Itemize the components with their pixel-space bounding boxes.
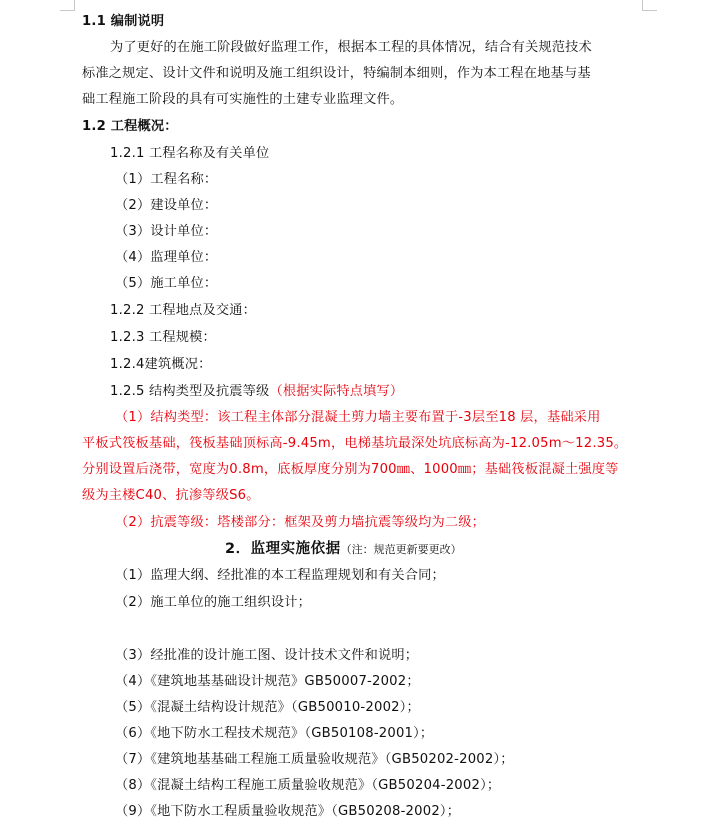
basis-item: （9）《地下防水工程质量验收规范》（GB50208-2002）； (115, 804, 461, 819)
section-heading-1-2: 1.2 工程概况： (82, 119, 178, 134)
basis-item: （8）《混凝土结构工程施工质量验收规范》（GB50204-2002）； (115, 778, 501, 793)
subsection-1-2-2: 1.2.2 工程地点及交通： (110, 303, 257, 318)
subsection-1-2-5 (110, 382, 403, 402)
section-2-note: （注：规范更新要更改） (340, 543, 462, 556)
basis-item: （5）《混凝土结构设计规范》（GB50010-2002）； (115, 700, 420, 715)
subsection-1-2-3: 1.2.3 工程规模： (110, 330, 216, 345)
list-item: （2）建设单位： (115, 198, 218, 213)
list-item: （1）工程名称： (115, 172, 218, 187)
seismic-grade-line: （2）抗震等级：塔楼部分：框架及剪力墙抗震等级均为二级； (115, 515, 486, 530)
subsection-1-2-1: 1.2.1 工程名称及有关单位 (110, 146, 270, 161)
section-heading-1-1: 1.1 编制说明 (82, 14, 165, 29)
paragraph-line: 为了更好的在施工阶段做好监理工作，根据本工程的具体情况，结合有关规范技术 (110, 40, 592, 55)
paragraph-line: 础工程施工阶段的具有可实施性的土建专业监理文件。 (82, 92, 404, 107)
structure-type-line: 平板式筏板基础，筏板基础顶标高-9.45m，电梯基坑最深处坑底标高为-12.05m～12.35。 (82, 436, 628, 451)
list-item: （3）设计单位： (115, 224, 218, 239)
structure-type-line: （1）结构类型：该工程主体部分混凝土剪力墙主要布置于-3层至18 层，基础采用 (115, 410, 601, 425)
subsection-1-2-5-title: 1.2.5 结构类型及抗震等级 (110, 384, 270, 399)
basis-item: （1）监理大纲、经批准的本工程监理规划和有关合同； (115, 568, 445, 583)
basis-item: （6）《地下防水工程技术规范》（GB50108-2001）； (115, 726, 434, 741)
list-item: （4）监理单位： (115, 250, 218, 265)
structure-type-line: 级为主楼C40、抗渗等级S6。 (82, 488, 260, 503)
list-item: （5）施工单位： (115, 276, 218, 291)
paragraph-line: 标准之规定、设计文件和说明及施工组织设计，特编制本细则，作为本工程在地基与基 (82, 66, 591, 81)
section-2-title: 2．监理实施依据 (225, 541, 341, 557)
basis-item: （2）施工单位的施工组织设计； (115, 595, 312, 610)
fill-in-note: （根据实际特点填写） (269, 384, 404, 399)
basis-item: （4）《建筑地基基础设计规范》GB50007-2002； (115, 674, 420, 689)
subsection-1-2-4: 1.2.4建筑概况： (110, 357, 212, 372)
basis-item: （3）经批准的设计施工图、设计技术文件和说明； (115, 648, 419, 663)
margin-corner-mark (60, 0, 75, 11)
basis-item: （7）《建筑地基基础工程施工质量验收规范》（GB50202-2002）； (115, 752, 514, 767)
margin-corner-mark (642, 0, 657, 11)
section-heading-2 (225, 539, 462, 560)
structure-type-line: 分别设置后浇带，宽度为0.8m，底板厚度分别为700㎜、1000㎜；基础筏板混凝土强度等 (82, 462, 619, 477)
